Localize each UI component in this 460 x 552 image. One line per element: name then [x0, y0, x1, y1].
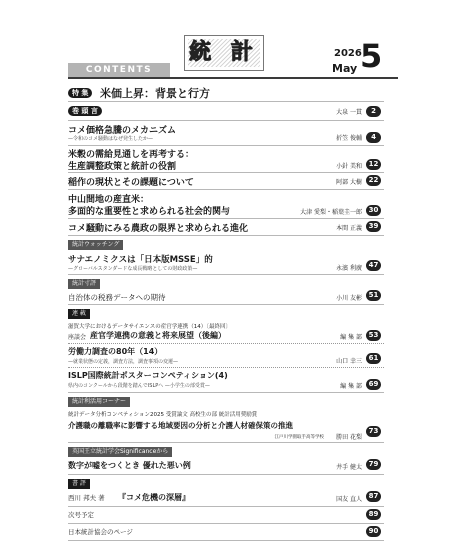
article-title[interactable]: コメ価格急騰のメカニズム [68, 126, 177, 136]
article-author: 小針 美和 [336, 163, 362, 170]
article-title-line2[interactable]: 多面的な重要性と求められる社会的関与 [68, 207, 231, 217]
page-badge[interactable]: 89 [366, 509, 381, 520]
page-badge[interactable]: 12 [366, 159, 381, 170]
issue-number: 5 [360, 37, 383, 75]
foreword-author: 大泉 一貫 [336, 109, 362, 116]
divider [68, 540, 384, 541]
divider [68, 101, 384, 102]
divider [68, 474, 384, 475]
review-book-title[interactable]: 『コメ危機の深層』 [118, 493, 190, 502]
article-title[interactable]: ISLP国際統計ポスターコンペティション(4) [68, 371, 228, 380]
article-title[interactable]: 稲作の現状とその課題について [68, 178, 194, 188]
page-badge[interactable]: 73 [366, 426, 381, 437]
section-label: 書 評 [68, 479, 90, 489]
page-badge[interactable]: 61 [366, 353, 381, 364]
article-subtitle: —就業状態の定義，調査方法，調査事項の変遷— [68, 359, 179, 365]
section-label: 統計ウォッチング [68, 240, 123, 250]
header-rule [68, 77, 398, 79]
divider [68, 442, 384, 443]
article-author: 本間 正義 [336, 225, 362, 232]
article-title[interactable]: 介護職の離職率に影響する地域要因の分析と介護人材確保策の推進 [68, 421, 293, 430]
divider [68, 274, 384, 275]
article-title-line2[interactable]: 生産調整政策と統計の役割 [68, 162, 177, 172]
article-title[interactable]: 中山間地の産直米： [68, 195, 150, 205]
article-author: 国友 直人 [336, 496, 362, 503]
divider [68, 392, 384, 393]
divider [68, 235, 384, 236]
article-subtitle: —令和のコメ騒動はなぜ発生したか— [68, 136, 154, 142]
page-badge[interactable]: 69 [366, 379, 381, 390]
divider [68, 120, 384, 121]
article-subtitle: —グローバルスタンダードな成長戦略としての財政政策— [68, 266, 198, 272]
table-of-contents [68, 85, 384, 547]
masthead [0, 0, 460, 88]
article-author: 折笠 俊輔 [336, 135, 362, 142]
article-author: 阿部 大樹 [336, 179, 362, 186]
next-issue-label[interactable]: 次号予定 [68, 511, 94, 519]
page-badge[interactable]: 2 [366, 106, 381, 117]
page-badge[interactable]: 47 [366, 260, 381, 271]
page-badge[interactable]: 51 [366, 290, 381, 301]
article-title[interactable]: 自治体の税務データへの期待 [68, 293, 166, 302]
article-author: 山口 幸三 [336, 358, 362, 365]
section-label: 英国王立統計学会Significanceから [68, 447, 172, 457]
article-author: 勝田 花梨 [336, 434, 362, 441]
page-badge[interactable]: 4 [366, 132, 381, 143]
divider [68, 145, 384, 146]
feature-title: 米価上昇：背景と行方 [100, 87, 210, 100]
divider [68, 304, 384, 305]
page-badge[interactable]: 39 [366, 221, 381, 232]
article-title[interactable]: 米穀の需給見通しを再考する： [68, 150, 195, 160]
issue-year: 2026 [334, 48, 362, 59]
page-badge[interactable]: 79 [366, 459, 381, 470]
foreword-label: 巻 頭 言 [68, 106, 102, 116]
journal-title-box [184, 35, 264, 71]
contents-label: CONTENTS [68, 63, 170, 77]
divider [68, 189, 384, 190]
association-page-label[interactable]: 日本統計協会のページ [68, 528, 133, 536]
divider [68, 218, 384, 219]
article-author: 大津 愛梨・稲葉圭一郎 [300, 209, 362, 216]
article-author: 小川 友彬 [336, 295, 362, 302]
article-title[interactable]: 産官学連携の意義と将来展望（後編） [90, 331, 226, 340]
page-badge[interactable]: 90 [366, 526, 381, 537]
page-badge[interactable]: 30 [366, 205, 381, 216]
page-badge[interactable]: 53 [366, 330, 381, 341]
review-book-author: 西川 邦夫 著 [68, 494, 105, 502]
article-subtitle: 県内のコンクールから段階を踏んでISLPへ —小学生の部受賞— [68, 383, 210, 389]
feature-label: 特 集 [68, 88, 92, 98]
article-title[interactable]: コメ騒動にみる農政の限界と求められる進化 [68, 224, 249, 234]
journal-title: 統 計 [189, 40, 259, 65]
article-title[interactable]: 労働力調査の80年（14） [68, 347, 163, 356]
series-title: 滋賀大学におけるデータサイエンスの産官学連携（14）〔最終回〕 [68, 324, 231, 330]
article-prefix: 座談会 [68, 334, 87, 341]
award-line: 統計データ分析コンペティション2025 受賞論文 高校生の部 統計活用奨励賞 [68, 412, 258, 418]
section-label: 統計寸評 [68, 279, 100, 289]
divider [68, 523, 384, 524]
article-author: 永濱 利廣 [336, 265, 362, 272]
author-school: 江戸川学園取手高等学校 [274, 435, 324, 440]
dotted-divider [68, 367, 384, 368]
article-title[interactable]: 数字が嘘をつくとき 優れた悪い例 [68, 461, 191, 470]
page-badge[interactable]: 87 [366, 491, 381, 502]
issue-month: May [332, 62, 358, 75]
page-badge[interactable]: 22 [366, 175, 381, 186]
divider [68, 506, 384, 507]
article-author: 編 集 部 [340, 383, 362, 390]
article-title[interactable]: サナエノミクスは「日本版MSSE」的 [68, 255, 213, 265]
section-label: 連 載 [68, 309, 90, 319]
section-label: 統計利活用コーナー [68, 397, 130, 407]
divider [68, 172, 384, 173]
article-author: 井手 健太 [336, 464, 362, 471]
dotted-divider [68, 343, 384, 344]
article-author: 編 集 部 [340, 334, 362, 341]
